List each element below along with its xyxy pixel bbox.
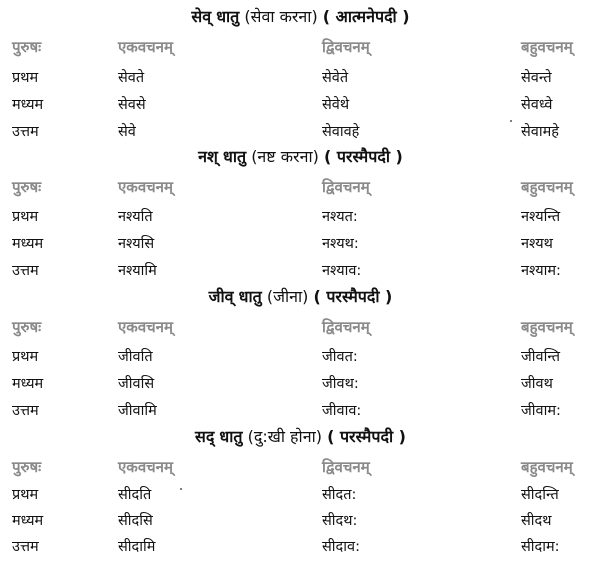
pada-type: ( आत्मनेपदी ) bbox=[322, 7, 410, 26]
section-title bbox=[0, 5, 601, 29]
dvivachana-cell: सीदथ: bbox=[322, 513, 358, 529]
pada-type: ( परस्मैपदी ) bbox=[323, 147, 403, 166]
ekavachana-cell: नश्यसि bbox=[118, 236, 155, 252]
purusha-cell: उत्तम bbox=[12, 124, 39, 140]
header-ekavachana: एकवचनम् bbox=[118, 178, 173, 196]
purusha-cell: उत्तम bbox=[12, 263, 39, 279]
header-bahuvachana: बहुवचनम् bbox=[521, 458, 573, 476]
header-bahuvachana: बहुवचनम् bbox=[521, 38, 573, 56]
verb-root: नश् bbox=[198, 147, 218, 166]
table-row bbox=[0, 345, 601, 369]
table-row bbox=[0, 399, 601, 423]
header-dvivachana: द्विवचनम् bbox=[322, 38, 370, 56]
dvivachana-cell: सेवेथे bbox=[322, 97, 350, 113]
purusha-cell: मध्यम bbox=[12, 376, 44, 392]
dvivachana-cell: नश्यथ: bbox=[322, 236, 359, 252]
bahuvachana-cell: सेवन्ते bbox=[521, 70, 552, 86]
table-row bbox=[0, 232, 601, 256]
table-row bbox=[0, 509, 601, 533]
header-ekavachana: एकवचनम् bbox=[118, 318, 173, 336]
purusha-cell: प्रथम bbox=[12, 70, 39, 86]
header-ekavachana: एकवचनम् bbox=[118, 38, 173, 56]
bahuvachana-cell: सीदाम: bbox=[521, 539, 560, 555]
header-bahuvachana: बहुवचनम् bbox=[521, 318, 573, 336]
table-row bbox=[0, 120, 601, 144]
header-bahuvachana: बहुवचनम् bbox=[521, 178, 573, 196]
table-row bbox=[0, 93, 601, 117]
dvivachana-cell: जीवाव: bbox=[322, 403, 362, 419]
ekavachana-cell: सीदामि bbox=[118, 539, 156, 555]
verb-root: सद् bbox=[195, 427, 215, 446]
purusha-cell: प्रथम bbox=[12, 487, 39, 503]
bahuvachana-cell: नश्याम: bbox=[521, 263, 561, 279]
purusha-cell: उत्तम bbox=[12, 539, 39, 555]
scan-speck bbox=[180, 488, 182, 490]
ekavachana-cell: सेवते bbox=[118, 70, 145, 86]
column-header-row bbox=[0, 455, 601, 479]
purusha-cell: मध्यम bbox=[12, 97, 44, 113]
dvivachana-cell: जीवथ: bbox=[322, 376, 359, 392]
header-purusha: पुरुषः bbox=[12, 458, 42, 476]
verb-root: सेव् bbox=[191, 7, 212, 26]
dvivachana-cell: सीदाव: bbox=[322, 539, 360, 555]
pada-type: ( परस्मैपदी ) bbox=[327, 427, 406, 446]
dhatu-word: धातु bbox=[216, 7, 240, 26]
header-dvivachana: द्विवचनम् bbox=[322, 318, 370, 336]
dvivachana-cell: सीदत: bbox=[322, 487, 357, 503]
header-purusha: पुरुषः bbox=[12, 318, 42, 336]
dvivachana-cell: नश्यत: bbox=[322, 209, 358, 225]
bahuvachana-cell: सीदन्ति bbox=[521, 487, 559, 503]
bahuvachana-cell: जीवथ bbox=[521, 376, 553, 392]
purusha-cell: मध्यम bbox=[12, 236, 44, 252]
ekavachana-cell: जीवामि bbox=[118, 403, 157, 419]
table-row bbox=[0, 259, 601, 283]
ekavachana-cell: जीवसि bbox=[118, 376, 155, 392]
dvivachana-cell: जीवत: bbox=[322, 349, 358, 365]
ekavachana-cell: नश्यति bbox=[118, 209, 153, 225]
verb-root: जीव् bbox=[208, 287, 234, 306]
table-row bbox=[0, 372, 601, 396]
column-header-row bbox=[0, 315, 601, 339]
purusha-cell: प्रथम bbox=[12, 349, 39, 365]
bahuvachana-cell: सीदथ bbox=[521, 513, 552, 529]
dhatu-word: धातु bbox=[219, 427, 243, 446]
ekavachana-cell: सीदसि bbox=[118, 513, 153, 529]
ekavachana-cell: सीदति bbox=[118, 487, 152, 503]
header-dvivachana: द्विवचनम् bbox=[322, 458, 370, 476]
ekavachana-cell: सेवे bbox=[118, 124, 136, 140]
table-row bbox=[0, 483, 601, 507]
verb-meaning: (सेवा करना) bbox=[244, 7, 318, 26]
bahuvachana-cell: जीवन्ति bbox=[521, 349, 561, 365]
bahuvachana-cell: नश्यन्ति bbox=[521, 209, 561, 225]
scan-speck bbox=[510, 120, 512, 122]
section-title bbox=[0, 285, 601, 309]
ekavachana-cell: जीवति bbox=[118, 349, 153, 365]
table-row bbox=[0, 535, 601, 559]
bahuvachana-cell: सेवध्वे bbox=[521, 97, 553, 113]
column-header-row bbox=[0, 175, 601, 199]
dvivachana-cell: सेवेते bbox=[322, 70, 349, 86]
purusha-cell: मध्यम bbox=[12, 513, 44, 529]
bahuvachana-cell: सेवामहे bbox=[521, 124, 559, 140]
bahuvachana-cell: नश्यथ bbox=[521, 236, 553, 252]
column-header-row bbox=[0, 35, 601, 59]
bahuvachana-cell: जीवाम: bbox=[521, 403, 561, 419]
section-title bbox=[0, 145, 601, 169]
ekavachana-cell: नश्यामि bbox=[118, 263, 157, 279]
verb-meaning: (जीना) bbox=[266, 287, 309, 306]
verb-meaning: (दु:खी होना) bbox=[247, 427, 322, 446]
table-row bbox=[0, 205, 601, 229]
ekavachana-cell: सेवसे bbox=[118, 97, 146, 113]
verb-meaning: (नष्ट करना) bbox=[251, 147, 319, 166]
dvivachana-cell: सेवावहे bbox=[322, 124, 360, 140]
header-purusha: पुरुषः bbox=[12, 178, 42, 196]
purusha-cell: प्रथम bbox=[12, 209, 39, 225]
dhatu-word: धातु bbox=[222, 147, 247, 166]
pada-type: ( परस्मैपदी ) bbox=[313, 287, 393, 306]
dhatu-word: धातु bbox=[238, 287, 262, 306]
section-title bbox=[0, 425, 601, 449]
header-ekavachana: एकवचनम् bbox=[118, 458, 173, 476]
header-dvivachana: द्विवचनम् bbox=[322, 178, 370, 196]
purusha-cell: उत्तम bbox=[12, 403, 39, 419]
dvivachana-cell: नश्याव: bbox=[322, 263, 362, 279]
table-row bbox=[0, 66, 601, 90]
header-purusha: पुरुषः bbox=[12, 38, 42, 56]
